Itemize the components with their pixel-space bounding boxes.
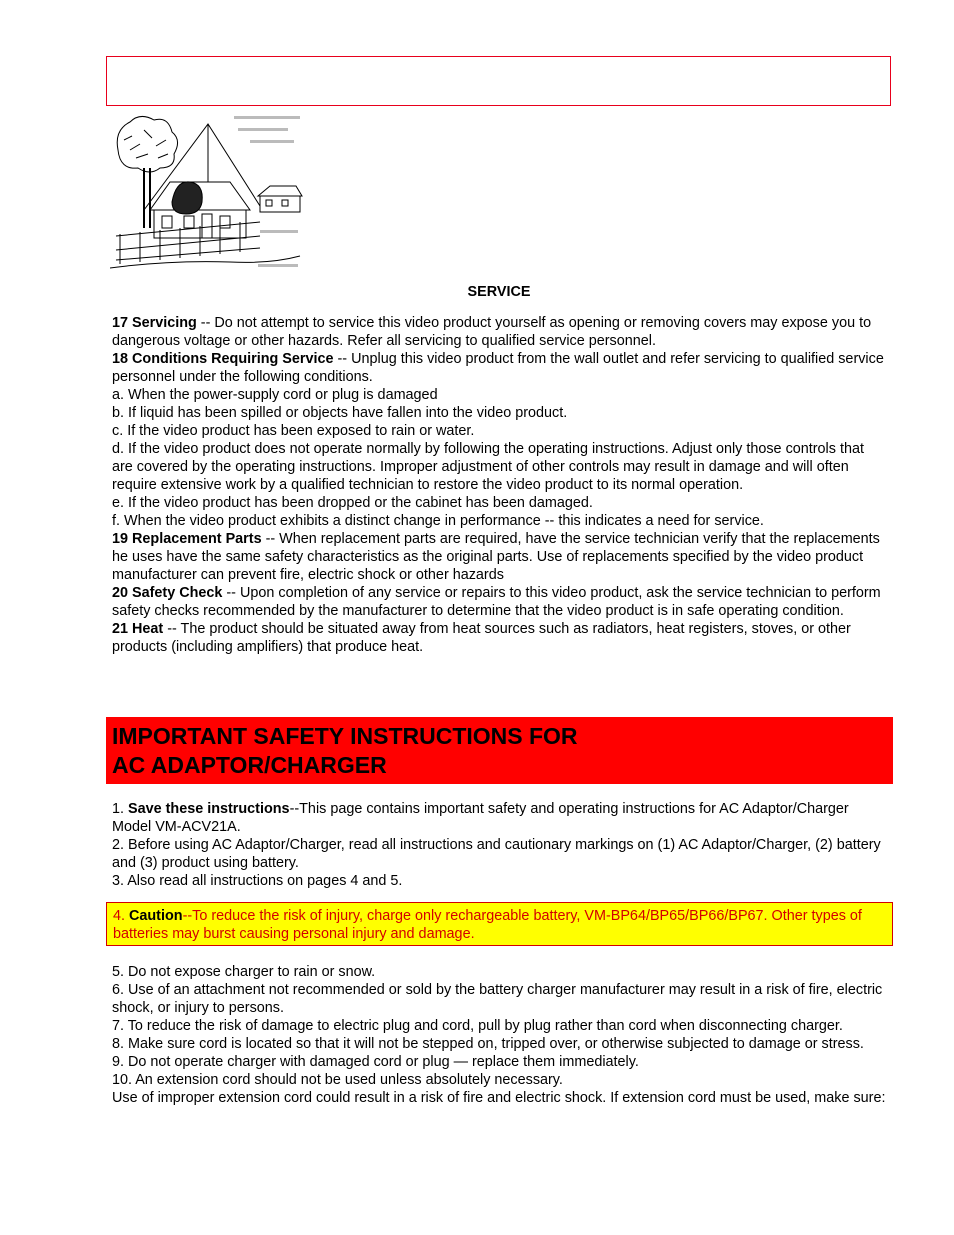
banner-title-line1: IMPORTANT SAFETY INSTRUCTIONS FOR xyxy=(112,723,578,749)
list-item: 1. Save these instructions--This page contains important safety and operating instructions for AC Adaptor/Charger Model VM-ACV21A. xyxy=(112,801,849,835)
list-item: 6. Use of an attachment not recommended or sold by the battery charger manufacturer may result in a risk of fire, electric shock, or injury to persons. xyxy=(112,982,883,1016)
list-item: d. If the video product does not operate normally by following the operating instructions. Adjust only those controls that are covered by the operating instructions. Improper adjustment of other controls may result in damage and will often require extensive work by a qualified technician to restore the video product to its normal operation. xyxy=(112,441,864,493)
charger-instructions-continued xyxy=(112,963,888,1107)
list-item: 19 Replacement Parts -- When replacement parts are required, have the service technician verify that the replacements he uses have the same safety characteristics as the original parts. Use of replacements specified by the video product manufacturer can prevent fire, electric shock or other hazards xyxy=(112,531,880,583)
house-antenna-illustration xyxy=(110,110,305,272)
list-item: Use of improper extension cord could result in a risk of fire and electric shock. If extension cord must be used, make sure: xyxy=(112,1090,886,1106)
list-item: f. When the video product exhibits a distinct change in performance -- this indicates a need for service. xyxy=(112,513,764,529)
service-section xyxy=(112,314,888,656)
safety-instructions-banner xyxy=(106,717,893,784)
list-item: 10. An extension cord should not be used unless absolutely necessary. xyxy=(112,1072,563,1088)
list-item: 9. Do not operate charger with damaged cord or plug — replace them immediately. xyxy=(112,1054,639,1070)
list-item: a. When the power-supply cord or plug is damaged xyxy=(112,387,438,403)
header-box xyxy=(106,56,891,106)
list-item: 17 Servicing -- Do not attempt to service this video product yourself as opening or removing covers may expose you to dangerous voltage or other hazards. Refer all servicing to qualified service personnel. xyxy=(112,315,872,349)
caution-box: 4. Caution--To reduce the risk of injury, charge only rechargeable battery, VM-BP64/BP65/BP66/BP67. Other types of batteries may burst causing personal injury and damage. xyxy=(106,902,893,946)
list-item: c. If the video product has been exposed to rain or water. xyxy=(112,423,475,439)
list-item: 2. Before using AC Adaptor/Charger, read all instructions and cautionary markings on (1) AC Adaptor/Charger, (2) battery and (3) product using battery. xyxy=(112,837,881,871)
list-item: 3. Also read all instructions on pages 4 and 5. xyxy=(112,873,403,889)
list-item: 5. Do not expose charger to rain or snow. xyxy=(112,964,376,980)
list-item: 20 Safety Check -- Upon completion of any service or repairs to this video product, ask the service technician to perform safety checks recommended by the manufacturer to determine that the video product is in safe operating condition. xyxy=(112,585,881,619)
list-item: b. If liquid has been spilled or objects have fallen into the video product. xyxy=(112,405,568,421)
banner-title-line2: AC ADAPTOR/CHARGER xyxy=(112,752,387,778)
list-item: 21 Heat -- The product should be situated away from heat sources such as radiators, heat registers, stoves, or other products (including amplifiers) that produce heat. xyxy=(112,621,851,655)
list-item: 18 Conditions Requiring Service -- Unplug this video product from the wall outlet and refer servicing to qualified service personnel under the following conditions. xyxy=(112,351,884,385)
list-item: 7. To reduce the risk of damage to electric plug and cord, pull by plug rather than cord when disconnecting charger. xyxy=(112,1018,843,1034)
list-item: 8. Make sure cord is located so that it will not be stepped on, tripped over, or otherwise subjected to damage or stress. xyxy=(112,1036,864,1052)
section-heading-service: SERVICE xyxy=(467,284,531,300)
list-item: e. If the video product has been dropped or the cabinet has been damaged. xyxy=(112,495,593,511)
charger-instructions xyxy=(112,800,888,890)
